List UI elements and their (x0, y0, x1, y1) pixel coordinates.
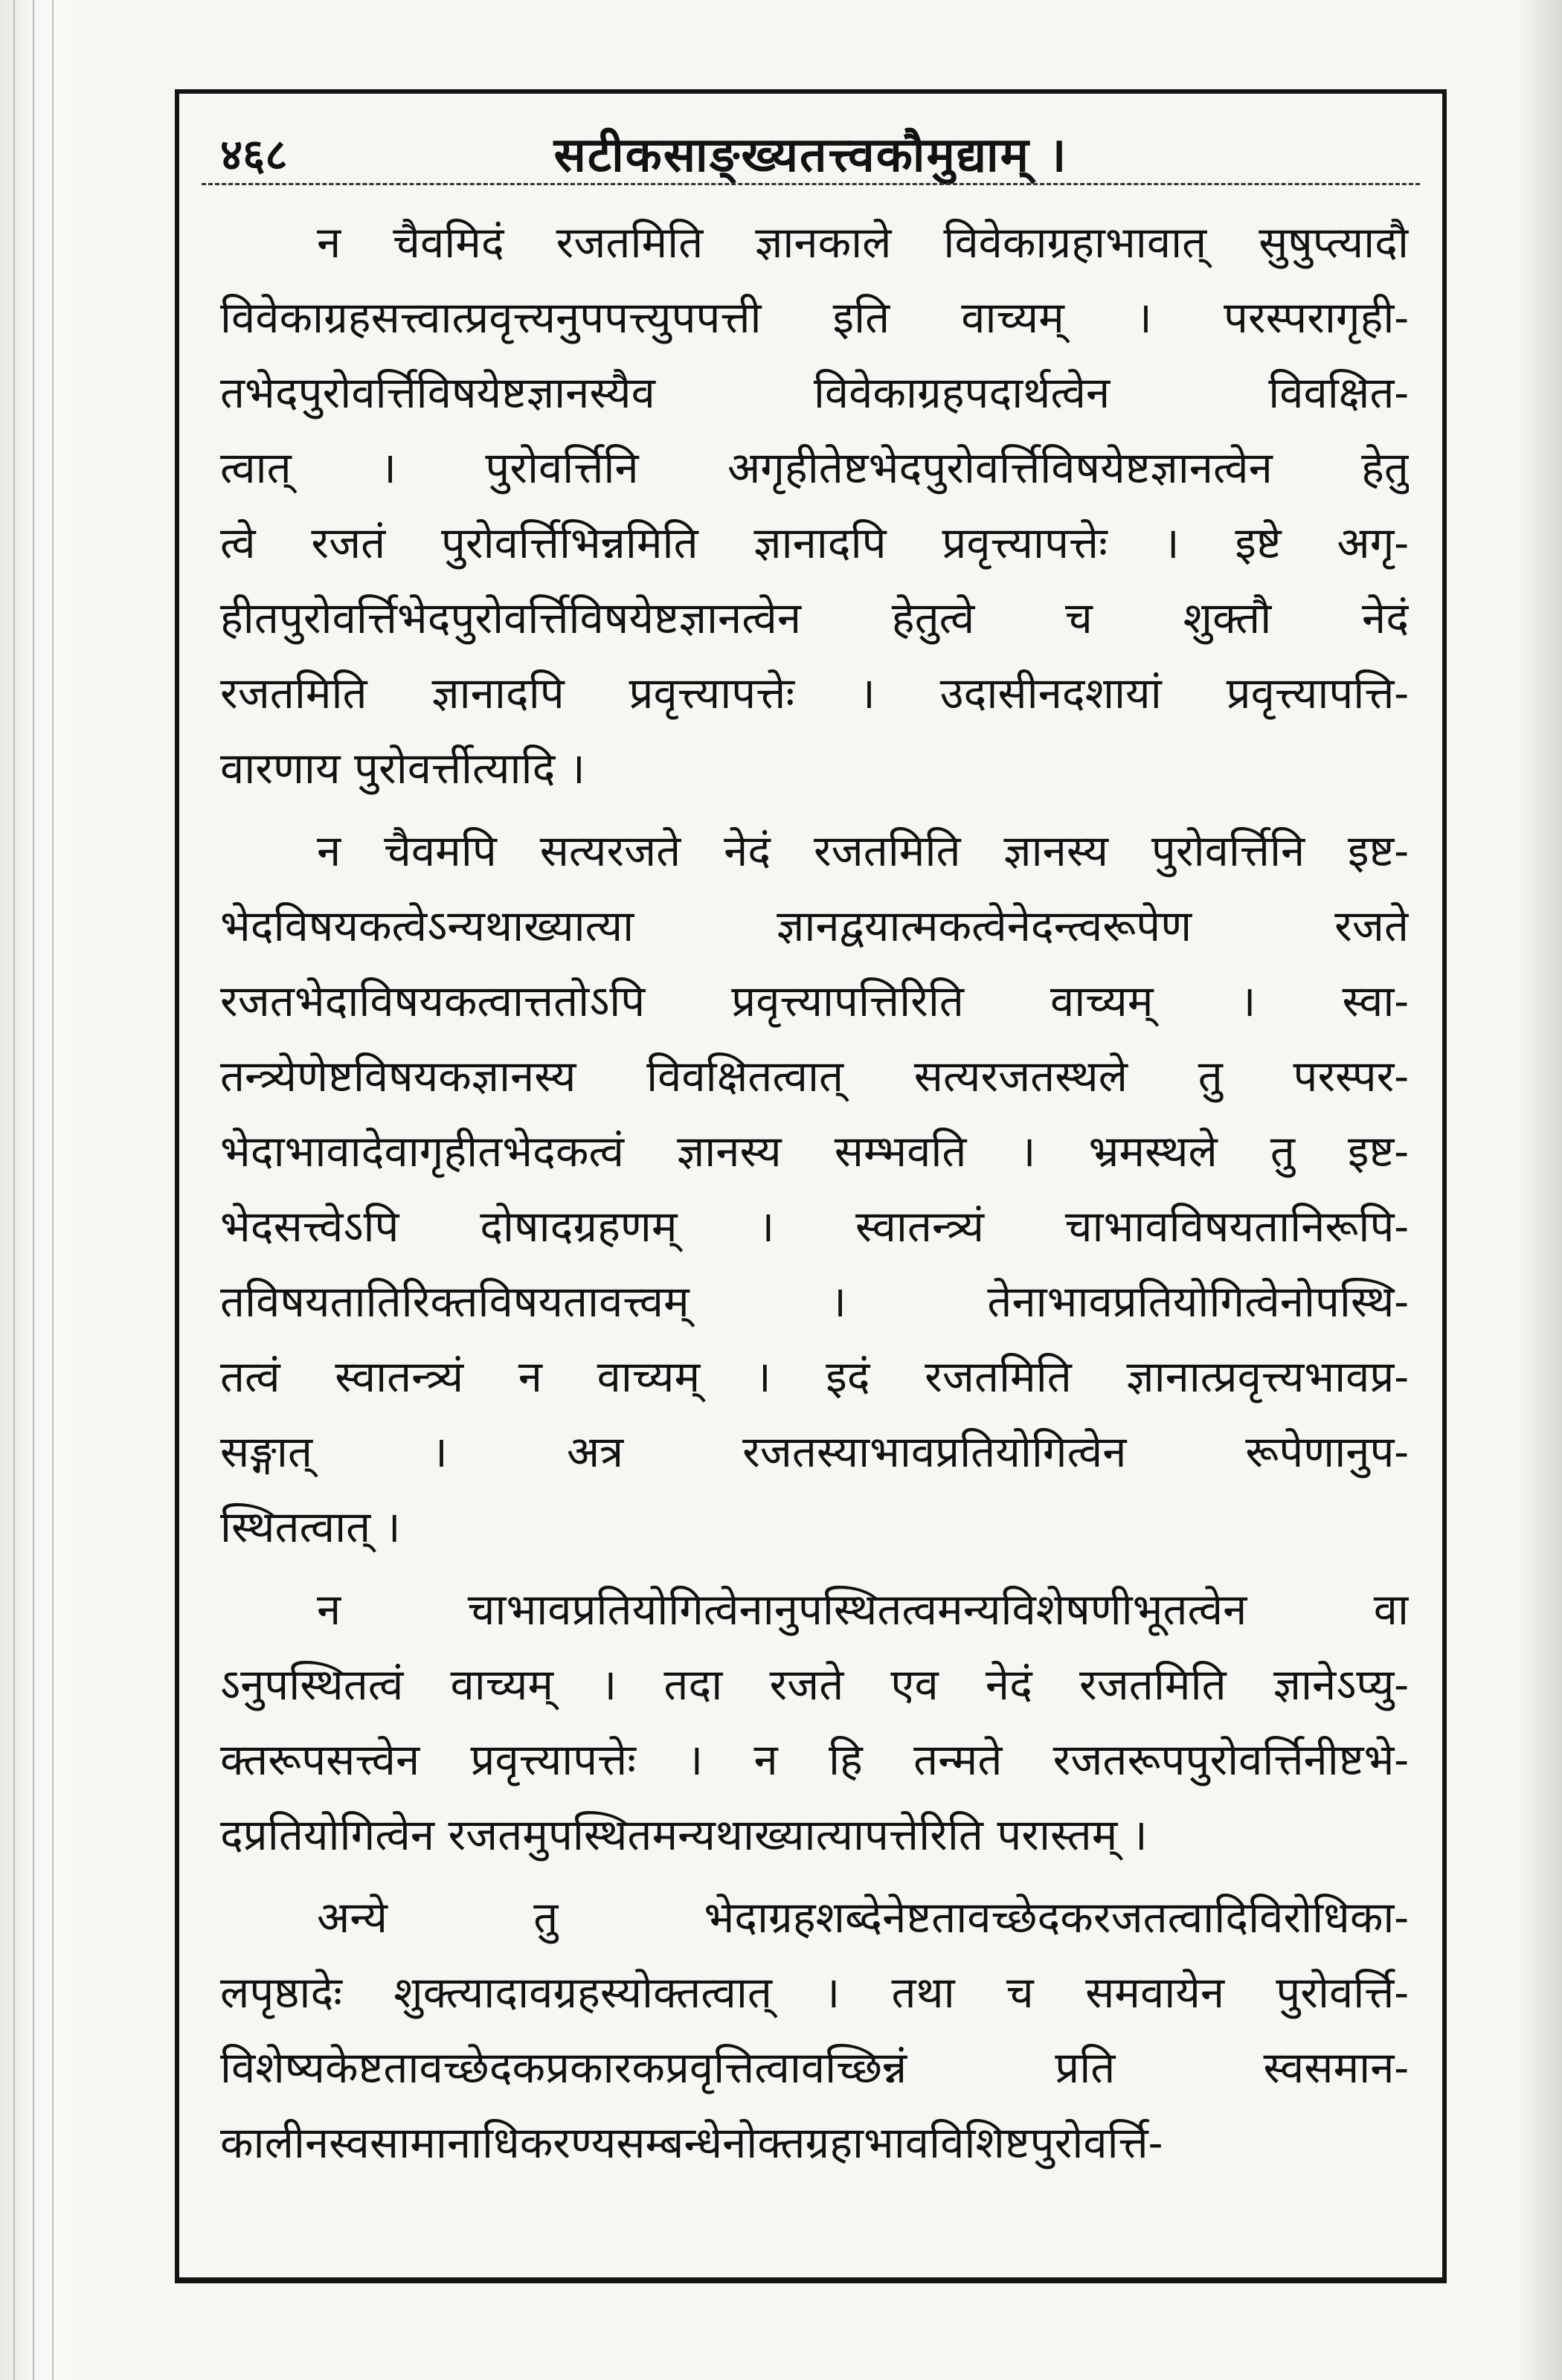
text-line: न चैवमपि सत्यरजते नेदं रजतमिति ज्ञानस्य पुरोवर्त्तिनि इष्ट- (317, 826, 1409, 876)
text-line: क्तरूपसत्त्वेन प्रवृत्त्यापत्तेः । न हि तन्मते रजतरूपपुरोवर्त्तिनीष्टभे- (220, 1734, 1409, 1785)
text-line: न चैवमिदं रजतमिति ज्ञानकाले विवेकाग्रहाभावात् सुषुप्त्यादौ (317, 217, 1409, 268)
text-line: लपृष्ठादेः शुक्त्यादावग्रहस्योक्तत्वात् । तथा च समवायेन पुरोवर्त्ति- (220, 1967, 1409, 2018)
page-border-frame (175, 89, 1447, 2283)
text-line: भेदविषयकत्वेऽन्यथाख्यात्या ज्ञानद्वयात्मकत्वेनेदन्त्वरूपेण रजते (220, 901, 1409, 951)
binding-edge-line (33, 0, 34, 2380)
paragraph-4 (220, 1880, 1409, 2181)
binding-edge-line (13, 0, 15, 2380)
body-text (220, 205, 1409, 2181)
binding-edge-line (52, 0, 54, 2380)
paragraph-2 (220, 814, 1409, 1565)
text-line: कालीनस्वसामानाधिकरण्यसम्बन्धेनोक्तग्रहाभावविशिष्टपुरोवर्त्ति- (220, 2117, 1163, 2168)
paragraph-1 (220, 205, 1409, 806)
text-line: रजतमिति ज्ञानादपि प्रवृत्त्यापत्तेः । उदासीनदशायां प्रवृत्त्यापत्ति- (220, 668, 1409, 718)
page-header (179, 116, 1442, 198)
text-line: दप्रतियोगित्वेन रजतमुपस्थितमन्यथाख्यात्यापत्तेरिति परास्तम् । (220, 1810, 1148, 1860)
text-line: त्वात् । पुरोवर्त्तिनि अगृहीतेष्टभेदपुरोवर्त्तिविषयेष्टज्ञानत्वेन हेतु (220, 443, 1409, 493)
text-line: सङ्गात् । अत्र रजतस्याभावप्रतियोगित्वेन रूपेणानुप- (220, 1427, 1409, 1477)
text-line: अन्ये तु भेदाग्रहशब्देनेष्टतावच्छेदकरजतत्वादिविरोधिका- (317, 1892, 1409, 1943)
running-title: सटीकसाङ्ख्यतत्त्वकौमुद्याम् । (553, 127, 1068, 183)
text-line: भेदाभावादेवागृहीतभेदकत्वं ज्ञानस्य सम्भवति । भ्रमस्थले तु इष्ट- (220, 1126, 1409, 1177)
text-line: भेदसत्त्वेऽपि दोषादग्रहणम् । स्वातन्त्र्यं चाभावविषयतानिरूपि- (220, 1201, 1409, 1252)
text-line: तत्वं स्वातन्त्र्यं न वाच्यम् । इदं रजतमिति ज्ञानात्प्रवृत्त्यभावप्र- (220, 1351, 1409, 1402)
text-line: न चाभावप्रतियोगित्वेनानुपस्थितत्वमन्यविशेषणीभूतत्वेन वा (317, 1584, 1409, 1635)
text-line: ऽनुपस्थितत्वं वाच्यम् । तदा रजते एव नेदं रजतमिति ज्ञानेऽप्यु- (220, 1659, 1409, 1710)
text-line: स्थितत्वात् । (220, 1502, 401, 1552)
text-line: तविषयतातिरिक्तविषयतावत्त्वम् । तेनाभावप्रतियोगित्वेनोपस्थि- (220, 1276, 1409, 1327)
text-line: तन्त्र्येणेष्टविषयकज्ञानस्य विवक्षितत्वात् सत्यरजतस्थले तु परस्पर- (220, 1051, 1409, 1101)
text-line: तभेदपुरोवर्त्तिविषयेष्टज्ञानस्यैव विवेकाग्रहपदार्थत्वेन विवक्षित- (220, 367, 1409, 418)
text-line: वारणाय पुरोवर्त्तीत्यादि । (220, 743, 585, 794)
paragraph-3 (220, 1572, 1409, 1873)
text-line: विवेकाग्रहसत्त्वात्प्रवृत्त्यनुपपत्त्युपपत्ती इति वाच्यम् । परस्परागृही- (220, 292, 1409, 343)
text-line: हीतपुरोवर्त्तिभेदपुरोवर्त्तिविषयेष्टज्ञानत्वेन हेतुत्वे च शुक्तौ नेदं (220, 593, 1409, 643)
text-line: त्वे रजतं पुरोवर्त्तिभिन्नमिति ज्ञानादपि प्रवृत्त्यापत्तेः । इष्टे अगृ- (220, 518, 1409, 568)
text-line: रजतभेदाविषयकत्वात्ततोऽपि प्रवृत्त्यापत्तिरिति वाच्यम् । स्वा- (220, 976, 1409, 1026)
text-line: विशेष्यकेष्टतावच्छेदकप्रकारकप्रवृत्तित्वावच्छिन्नं प्रति स्वसमान- (220, 2042, 1409, 2093)
page-edge-shadow (1517, 0, 1562, 2380)
header-rule (202, 183, 1420, 185)
page-number: ४६८ (220, 129, 288, 180)
